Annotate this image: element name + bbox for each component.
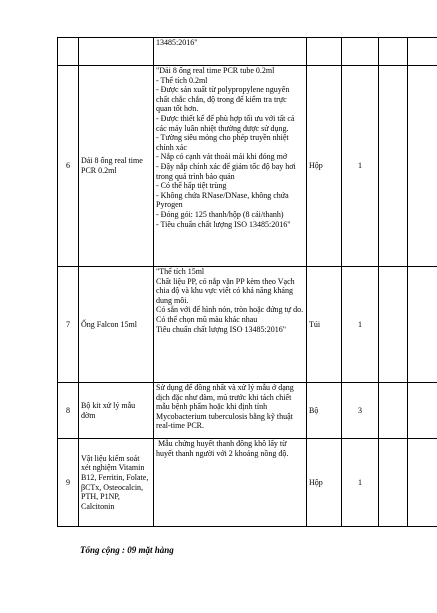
item-name: Bộ kit xử lý mẫu đờm [79,383,154,439]
spec-line: - Không chứa RNase/DNase, không chứa Pyrogen [156,190,291,210]
item-spec [154,66,307,267]
row-number: 9 [58,439,79,527]
empty-cell [379,38,408,66]
spec-line: Chất liệu PP, có nắp vặn PP kèm theo Vạch chia độ và khu vực viết có khả năng kháng dung môi. [156,276,297,305]
table-row [58,66,437,267]
empty-cell [379,267,408,383]
table-row [58,38,437,66]
row-number: 6 [58,66,79,267]
spec-line: - Tường siêu mỏng cho phép truyền nhiệt chính xác [156,133,291,152]
row-number: 8 [58,383,79,439]
empty-cell [408,38,437,66]
spec-line: Có thể chọn mũ màu khác nhau [156,314,258,324]
item-unit: Túi [307,267,342,383]
item-spec [154,383,307,439]
item-unit: Hộp [307,439,342,527]
item-spec [154,439,307,527]
total-summary: Tổng cộng : 09 mặt hàng [80,545,174,555]
item-quantity: 1 [342,267,379,383]
spec-line: - Có thể hấp tiệt trùng [156,181,227,191]
row-number: 7 [58,267,79,383]
item-quantity: 3 [342,383,379,439]
item-quantity: 1 [342,66,379,267]
spec-line: Sử dụng để đồng nhất và xử lý mẫu ở dạng dịch đặc như đàm, mủ trước khi tách chiết mẫu bệnh phẩm hoặc khi định tính Mycobacterium tuberculosis bằng kỹ thuật real-time PCR. [156,383,296,431]
spec-line: Tiêu chuẩn chất lượng ISO 13485:2016" [156,324,286,334]
item-name: Vật liệu kiểm soát xét nghiệm Vitamin B12, Ferritin, Folate, βCTx, Osteocalcin, PTH, P1NP, Calcitonin [79,439,154,527]
item-quantity [342,38,379,66]
spec-line: "Thể tích 15ml [156,267,205,276]
items-table [57,37,437,527]
empty-cell [408,383,437,439]
spec-line: - Được sản xuất từ polypropylene nguyên chất chắc chắn, độ trong để kiểm tra trực quan tốt hơn. [156,85,292,114]
spec-line: - Thể tích 0.2ml [156,75,208,85]
table-row [58,383,437,439]
spec-line: "Dải 8 ống real time PCR tube 0.2ml [156,66,275,75]
empty-cell [408,267,437,383]
item-quantity: 1 [342,439,379,527]
spec-line: Mẫu chứng huyết thanh đông khô lấy từ huyết thanh người với 2 khoảng nồng độ. [156,439,289,458]
spec-line: - Nắp có cạnh vát thoải mái khi đóng mở [156,152,288,162]
table-row [58,267,437,383]
spec-line: Có sẵn với để hình nón, tròn hoặc đứng tự do. [156,305,304,315]
item-unit: Hộp [307,66,342,267]
spec-line: - Đóng gói: 125 thanh/hộp (8 cái/thanh) [156,209,284,219]
item-spec [154,267,307,383]
empty-cell [379,66,408,267]
item-name [79,38,154,66]
spec-line: 13485:2016" [156,38,198,47]
item-name: Ống Falcon 15ml [79,267,154,383]
spec-line: - Được thiết kế để phù hợp tối ưu với tất cả các máy luân nhiệt thường được sử dụng. [156,113,297,133]
empty-cell [379,439,408,527]
item-spec [154,38,307,66]
item-unit [307,38,342,66]
spec-line: - Đậy nắp chính xác để giảm tốc độ bay hơi trong quá trình bảo quản [156,161,298,181]
item-name: Dải 8 ống real time PCR 0.2ml [79,66,154,267]
item-unit: Bộ [307,383,342,439]
empty-cell [408,439,437,527]
empty-cell [408,66,437,267]
empty-cell [379,383,408,439]
spec-line: - Tiêu chuẩn chất lượng ISO 13485:2016" [156,219,291,229]
row-number [58,38,79,66]
table-row [58,439,437,527]
